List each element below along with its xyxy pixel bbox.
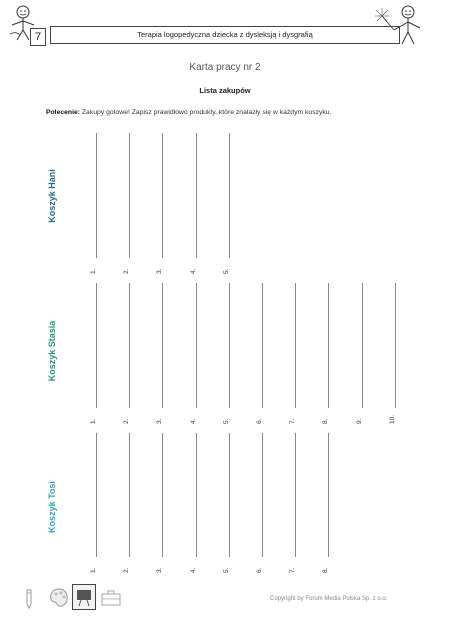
line-number: 4. [189,268,197,274]
answer-line[interactable] [96,133,97,258]
answer-line[interactable] [395,283,396,408]
line-number: 5. [222,567,230,573]
page-header [0,0,450,50]
answer-line[interactable] [362,283,363,408]
answer-line[interactable] [229,283,230,408]
answer-line[interactable] [162,133,163,258]
palette-icon[interactable] [48,587,70,609]
briefcase-icon[interactable] [100,590,122,606]
answer-line[interactable] [328,283,329,408]
instruction-label: Polecenie: [46,109,80,116]
line-number: 7. [289,418,297,424]
child-dandelion-icon [372,2,432,46]
answer-line[interactable] [262,433,263,557]
line-number: 6. [256,567,263,573]
answer-line[interactable] [196,283,197,408]
line-number: 7. [289,567,297,573]
line-number: 3. [156,418,164,424]
worksheet-subtitle: Lista zakupów [199,86,251,95]
answer-line[interactable] [229,133,230,258]
answer-line[interactable] [295,433,296,557]
worksheet-title: Karta pracy nr 2 [189,62,261,73]
answer-line[interactable] [295,283,296,408]
basket-label: Koszyk Tosi [47,481,57,533]
line-number: 2. [123,268,131,274]
instruction [46,109,426,116]
line-number: 3. [156,268,164,274]
line-number: 8. [322,418,330,424]
line-number: 8. [322,567,330,573]
answer-line[interactable] [196,433,197,557]
line-number: 4. [189,418,197,424]
line-number: 6. [256,418,263,424]
line-number: 9. [355,418,363,424]
line-number: 1. [90,268,97,274]
answer-line[interactable] [96,283,97,408]
answer-line[interactable] [96,433,97,557]
line-number: 2. [123,418,131,424]
answer-line[interactable] [328,433,329,557]
line-number: 1. [90,418,97,424]
answer-line[interactable] [162,283,163,408]
line-number: 2. [123,567,131,573]
answer-line[interactable] [129,433,130,557]
line-number: 5. [222,418,230,424]
answer-line[interactable] [229,433,230,557]
answer-line[interactable] [196,133,197,258]
instruction-text: Zakupy gotowe! Zapisz prawidłowo produkty, które znalazły się w każdym koszyku. [81,109,332,116]
copyright-notice: Copyright by Forum Media Polska Sp. z o.o. [270,596,388,602]
chalkboard-icon[interactable] [72,584,96,610]
basket-label: Koszyk Hani [47,169,57,223]
answer-line[interactable] [262,283,263,408]
basket-label: Koszyk Stasia [47,320,57,382]
line-number: 5. [222,268,230,274]
line-number: 10. [388,414,396,424]
line-number: 1. [90,567,97,573]
answer-line[interactable] [129,133,130,258]
book-title-banner: Terapia logopedyczna dziecka z dysleksją i dysgrafią [50,26,400,44]
pencil-icon[interactable] [22,588,36,610]
line-number: 4. [189,567,197,573]
page-number: 7 [30,28,46,46]
answer-line[interactable] [162,433,163,557]
line-number: 3. [156,567,164,573]
answer-line[interactable] [129,283,130,408]
